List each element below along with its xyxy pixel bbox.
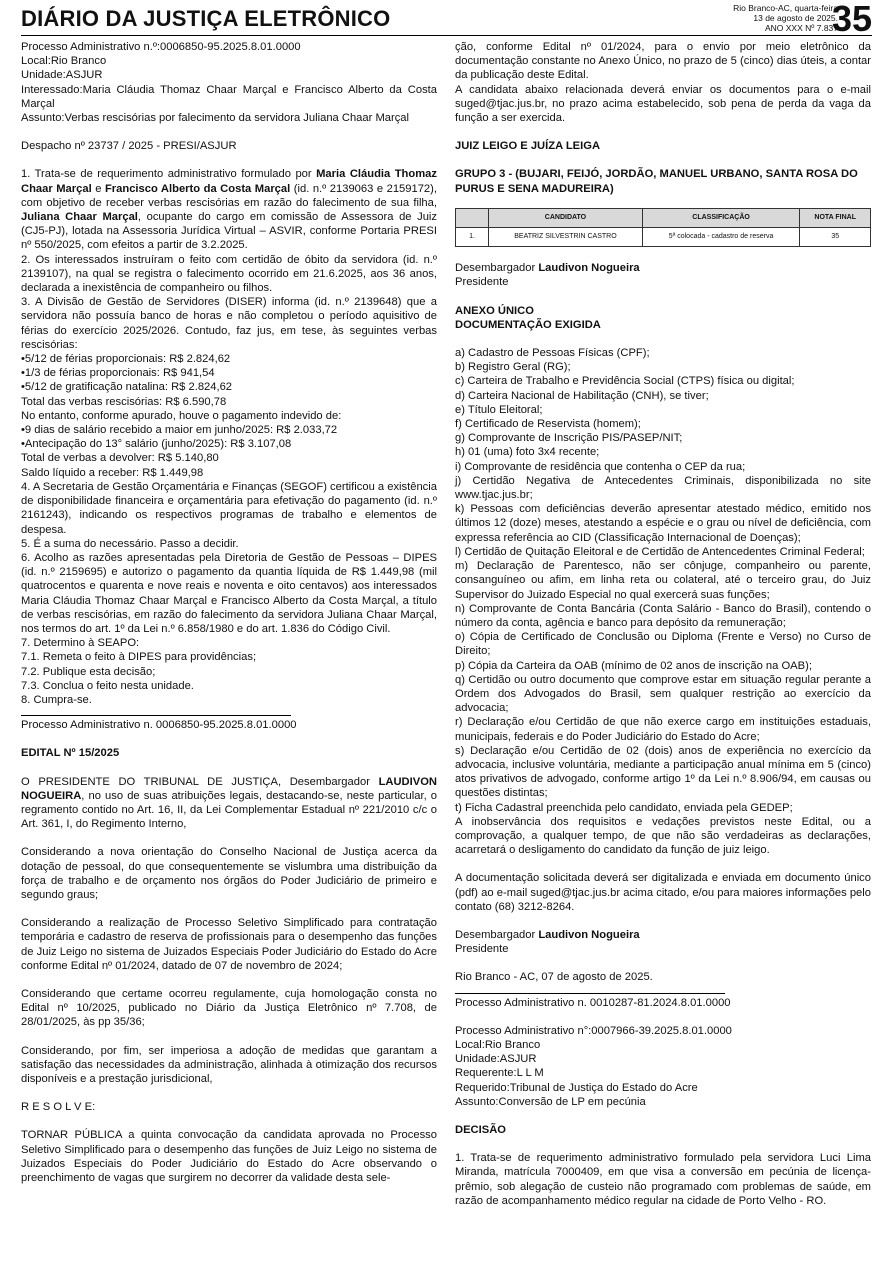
amount-line: •5/12 de férias proporcionais: R$ 2.824,62: [21, 353, 231, 366]
unit: Unidade:ASJUR: [21, 69, 103, 82]
list-item: d) Carteira Nacional de Habilitação (CNH), se tiver;: [455, 389, 709, 402]
paragraph-1: 1. Trata-se de requerimento administrativo formulado por Maria Cláudia Thomaz Chaar Marçal e Francisco Alberto da Costa Marçal (id. n.º 2139063 e 2159172), com objetivo de receber verbas rescisórias em razão do falecimento de sua filha, Juliana Chaar Marçal, ocupante do cargo em comissão de Assessora de Juiz (CJ5-PJ), lotada na Assessoria Jurídica Virtual – ASVIR, conforme Portaria PRESI nº 550/2025, com efeitos a partir de 3.2.2025.: [21, 168, 437, 252]
list-item: f) Certificado de Reservista (homem);: [455, 418, 641, 431]
right-column: [455, 40, 871, 1208]
considering-4: Considerando, por fim, ser imperiosa a adoção de medidas que garantam a satisfação das necessidades da administração, alinhada à otimização dos recursos disponíveis e a prestação jurisdicional,: [21, 1044, 437, 1085]
edital-title: EDITAL Nº 15/2025: [21, 747, 120, 760]
paragraph-7: 7. Determino à SEAPO:: [21, 637, 140, 650]
edital-continuation: ção, conforme Edital nº 01/2024, para o envio por meio eletrônico da documentação constante no Anexo Único, no prazo de 5 (cinco) dias úteis, a contar da publicação deste Edital.: [455, 41, 871, 82]
considering-1: Considerando a nova orientação do Conselho Nacional de Justiça acerca da dotação de pessoal, do que consequentemente se vislumbra uma distribuição da força de trabalho e de orçamento nos órgãos do Poder Judiciário de primeiro e segundo graus;: [21, 846, 437, 901]
process-reference: Processo Administrativo n. 0010287-81.2024.8.01.0000: [455, 996, 731, 1009]
paragraph-5: 5. É a suma do necessário. Passo a decidir.: [21, 537, 239, 550]
list-item: m) Declaração de Parentesco, não ser cônjuge, companheiro ou parente, consanguíneo ou afim, em linha reta ou colateral, até o terceiro grau, do Juiz Supervisor do Juizado Especial no qual exercerá suas funções;: [455, 560, 871, 601]
decision-paragraph-1: 1. Trata-se de requerimento administrativo formulado pela servidora Luci Lima Miranda, matrícula 7000409, em que visa a conversão em pecúnia de licença-prêmio, sob alegação de custeio não programado com problemas de saúde, em razão de acompanhamento médico regular na cidade de Porto Velho - RO.: [455, 1152, 871, 1207]
page-number: 35: [831, 0, 872, 39]
subject: Assunto:Verbas rescisórias por falecimento da servidora Juliana Chaar Marçal: [21, 112, 410, 125]
edition-info: [733, 3, 838, 33]
list-item: r) Declaração e/ou Certidão de que não exerce cargo em instituições estaduais, municipais, federais e do Poder Judiciário do Estado do Acre;: [455, 716, 871, 743]
place-date: Rio Branco-AC, quarta-feira: [733, 3, 838, 13]
list-item: A inobservância dos requisitos e vedações previstos neste Edital, ou a comprovação, a qualquer tempo, de que não são verdadeiras as declarações, acarretará o desligamento do candidato da função de juiz leigo.: [455, 815, 871, 857]
process-number: Processo Administrativo n°:0007966-39.2025.8.01.0000: [455, 1024, 732, 1037]
table-header: CLASSIFICAÇÃO: [642, 208, 800, 227]
list-item: t) Ficha Cadastral preenchida pelo candidato, enviada pela GEDEP;: [455, 801, 793, 814]
subject: Assunto:Conversão de LP em pecúnia: [455, 1095, 646, 1108]
header-rule: [21, 35, 872, 36]
paragraph-2: 2. Os interessados instruíram o feito com certidão de óbito da servidora (id. n.º 2139107), na qual se registra o falecimento ocorrido em 21.6.2025, aos 36 anos, declarada a inexistência de companheiro ou filhos.: [21, 253, 437, 295]
amount-line: •5/12 de gratificação natalina: R$ 2.824,62: [21, 381, 233, 394]
list-item: j) Certidão Negativa de Antecedentes Criminais, disponibilizada no site www.tjac.jus.br;: [455, 474, 871, 502]
table-cell: BEATRIZ SILVESTRIN CASTRO: [489, 228, 643, 247]
paragraph-7-1: 7.1. Remeta o feito à DIPES para providências;: [21, 651, 257, 664]
signature-title: Presidente: [455, 276, 509, 289]
applicant: Requerente:L L M: [455, 1067, 544, 1080]
respondent: Requerido:Tribunal de Justiça do Estado do Acre: [455, 1081, 698, 1094]
decision-heading: DECISÃO: [455, 1124, 506, 1136]
paragraph-6: 6. Acolho as razões apresentadas pela Diretoria de Gestão de Pessoas – DIPES (id. n.º 2159695) e autorizo o pagamento da quantia líquida de R$ 1.449,98 (mil quatrocentos e quarenta e nove reais e noventa e oito centavos) aos interessados Maria Cláudia Thomaz Chaar Marçal e Francisco Alberto da Costa Marçal, a título de verbas rescisórias, em razão do falecimento da servidora Juliana Chaar Marçal, nos termos do art. 1º da Lei n.º 6.858/1980 e do art. 1.836 do Código Civil.: [21, 551, 437, 635]
paragraph-7-3: 7.3. Conclua o feito nesta unidade.: [21, 679, 194, 692]
amount-line: •1/3 de férias proporcionais: R$ 941,54: [21, 367, 215, 380]
annex-subtitle: DOCUMENTAÇÃO EXIGIDA: [455, 318, 601, 331]
location: Local:Rio Branco: [21, 55, 107, 68]
list-item: p) Cópia da Carteira da OAB (mínimo de 02 anos de inscrição na OAB);: [455, 659, 812, 672]
paragraph-3: 3. A Divisão de Gestão de Servidores (DISER) informa (id. n.º 2139648) que a servidora não possuía banco de horas e não completou o período aquisitivo de férias do exercício 2025/2026. Contudo, faz jus, em tese, às seguintes verbas rescisórias:: [21, 296, 437, 351]
table-cell: 35: [800, 228, 871, 247]
edition-number: ANO XXX Nº 7.837: [764, 23, 838, 33]
amount-line: •9 dias de salário recebido a maior em junho/2025: R$ 2.033,72: [21, 424, 338, 437]
signature-line: [455, 993, 725, 994]
list-item: g) Comprovante de Inscrição PIS/PASEP/NIT;: [455, 432, 683, 445]
table-header: NOTA FINAL: [800, 208, 871, 227]
process-reference: Processo Administrativo n. 0006850-95.2025.8.01.0000: [21, 719, 297, 732]
document-list: [455, 346, 871, 857]
results-table: [455, 208, 871, 247]
signature-line: [21, 715, 291, 716]
issue-date: 13 de agosto de 2025.: [753, 13, 838, 23]
list-item: c) Carteira de Trabalho e Previdência Social (CTPS) física ou digital;: [455, 375, 795, 388]
unit: Unidade:ASJUR: [455, 1053, 537, 1066]
table-header: [456, 208, 489, 227]
resolve-text: TORNAR PÚBLICA a quinta convocação da candidata aprovada no Processo Seletivo Simplificado para o desempenho das funções de Juiz Leigo no sistema de Juizados Especiais do Poder Judiciário do Estado do Acre observando o preenchimento de vagas que surgirem no decorrer da validade desta sele-: [21, 1129, 437, 1185]
list-item: n) Comprovante de Conta Bancária (Conta Salário - Banco do Brasil), contendo o número da conta, agência e banco para depósito da remuneração;: [455, 602, 871, 629]
email-instruction: A candidata abaixo relacionada deverá enviar os documentos para o e-mail suged@tjac.jus.br, no prazo acima estabelecido, sob pena de perda da vaga da função a ser exercida.: [455, 83, 871, 125]
table-cell: 5ª colocada - cadastro de reserva: [642, 228, 800, 247]
amount-line: Total das verbas rescisórias: R$ 6.590,78: [21, 395, 227, 408]
list-item: h) 01 (uma) foto 3x4 recente;: [455, 446, 600, 459]
amount-line: •Antecipação do 13° salário (junho/2025): R$ 3.107,08: [21, 438, 292, 451]
list-item: s) Declaração e/ou Certidão de 02 (dois) anos de experiência no exercício da advocacia, inclusive voluntária, mediante a participação anual mínima em 5 (cinco) atos privativos de advogado, conforme artigo 1º da Lei n.º 8.906/94, em causas ou questões distintas;: [455, 744, 871, 800]
submission-instruction: A documentação solicitada deverá ser digitalizada e enviada em documento único (pdf) ao e-mail suged@tjac.jus.br acima citado, e/ou para maiores informações pelo contato (68) 3212-8264.: [455, 872, 871, 913]
list-item: b) Registro Geral (RG);: [455, 361, 571, 374]
list-item: k) Pessoas com deficiências deverão apresentar atestado médico, emitido nos últimos 12 (doze) meses, atestando a espécie e o grau ou nível de deficiência, com expressa referência ao CID (Classificação Internacional de Doenças);: [455, 503, 871, 544]
table-row: [456, 228, 871, 247]
group-heading: GRUPO 3 - (BUJARI, FEIJÓ, JORDÃO, MANUEL URBANO, SANTA ROSA DO PURUS E SENA MADUREIRA): [455, 168, 858, 195]
issue-place-date: Rio Branco - AC, 07 de agosto de 2025.: [455, 971, 653, 984]
section-heading: JUIZ LEIGO E JUÍZA LEIGA: [455, 140, 601, 153]
amount-line: No entanto, conforme apurado, houve o pagamento indevido de:: [21, 409, 342, 422]
page-header: [0, 0, 892, 39]
list-item: l) Certidão de Quitação Eleitoral e de Certidão de Antencedentes Criminal Federal;: [455, 545, 865, 558]
list-item: o) Cópia de Certificado de Conclusão ou Diploma (Frente e Verso) no Curso de Direito;: [455, 631, 871, 658]
amount-line: Total de verbas a devolver: R$ 5.140,80: [21, 452, 219, 465]
left-column: [21, 40, 437, 1185]
edital-intro: O PRESIDENTE DO TRIBUNAL DE JUSTIÇA, Desembargador LAUDIVON NOGUEIRA, no uso de suas atribuições legais, destacando-se, neste particular, o regramento contido no Art. 16, II, da Lei Complementar Estadual nº 221/2010 c/c o Art. 361, I, do Regimento Interno,: [21, 775, 437, 831]
list-item: q) Certidão ou outro documento que comprove estar em situação regular perante a Ordem dos Advogados do Brasil, sem qualquer restrição ao exercício da advocacia;: [455, 673, 871, 715]
paragraph-4: 4. A Secretaria de Gestão Orçamentária e Finanças (SEGOF) certificou a existência de disponibilidade financeira e orçamentária para efetivação do pagamento (id. n.º 2161243), indicando os respectivos programas de trabalho e elementos de despesa.: [21, 480, 437, 536]
annex-title: ANEXO ÚNICO: [455, 304, 534, 317]
paragraph-8: 8. Cumpra-se.: [21, 693, 92, 706]
table-cell: 1.: [456, 228, 489, 247]
dispatch-number: Despacho nº 23737 / 2025 - PRESI/ASJUR: [21, 140, 237, 153]
journal-title: DIÁRIO DA JUSTIÇA ELETRÔNICO: [21, 6, 391, 31]
amount-line: Saldo líquido a receber: R$ 1.449,98: [21, 466, 204, 479]
signature-name: Desembargador Laudivon Nogueira: [455, 928, 640, 941]
considering-3: Considerando que certame ocorreu regulamente, cuja homologação consta no Edital nº 10/2025, publicado no Diário da Justiça Eletrônico nº 7.708, de 28/01/2025, às pp 35/36;: [21, 987, 437, 1029]
list-item: a) Cadastro de Pessoas Físicas (CPF);: [455, 347, 650, 360]
resolve-heading: R E S O L V E:: [21, 1101, 96, 1114]
list-item: e) Título Eleitoral;: [455, 403, 543, 416]
signature-title: Presidente: [455, 943, 509, 956]
paragraph-7-2: 7.2. Publique esta decisão;: [21, 665, 156, 678]
interested-parties: Interessado:Maria Cláudia Thomaz Chaar Marçal e Francisco Alberto da Costa Marçal: [21, 83, 437, 110]
table-header: CANDIDATO: [489, 208, 643, 227]
process-number: Processo Administrativo n.º:0006850-95.2025.8.01.0000: [21, 41, 301, 53]
signature-name: Desembargador Laudivon Nogueira: [455, 262, 640, 275]
list-item: i) Comprovante de residência que contenha o CEP da rua;: [455, 460, 746, 473]
location: Local:Rio Branco: [455, 1038, 541, 1051]
considering-2: Considerando a realização de Processo Seletivo Simplificado para contratação temporária e cadastro de reserva de profissionais para o desempenho das funções de Juiz Leigo no sistema de Juizados Especiais Poder Judiciário do Estado do Acre conforme Edital nº 01/2024, datado de 07 de novembro de 2024;: [21, 917, 437, 972]
